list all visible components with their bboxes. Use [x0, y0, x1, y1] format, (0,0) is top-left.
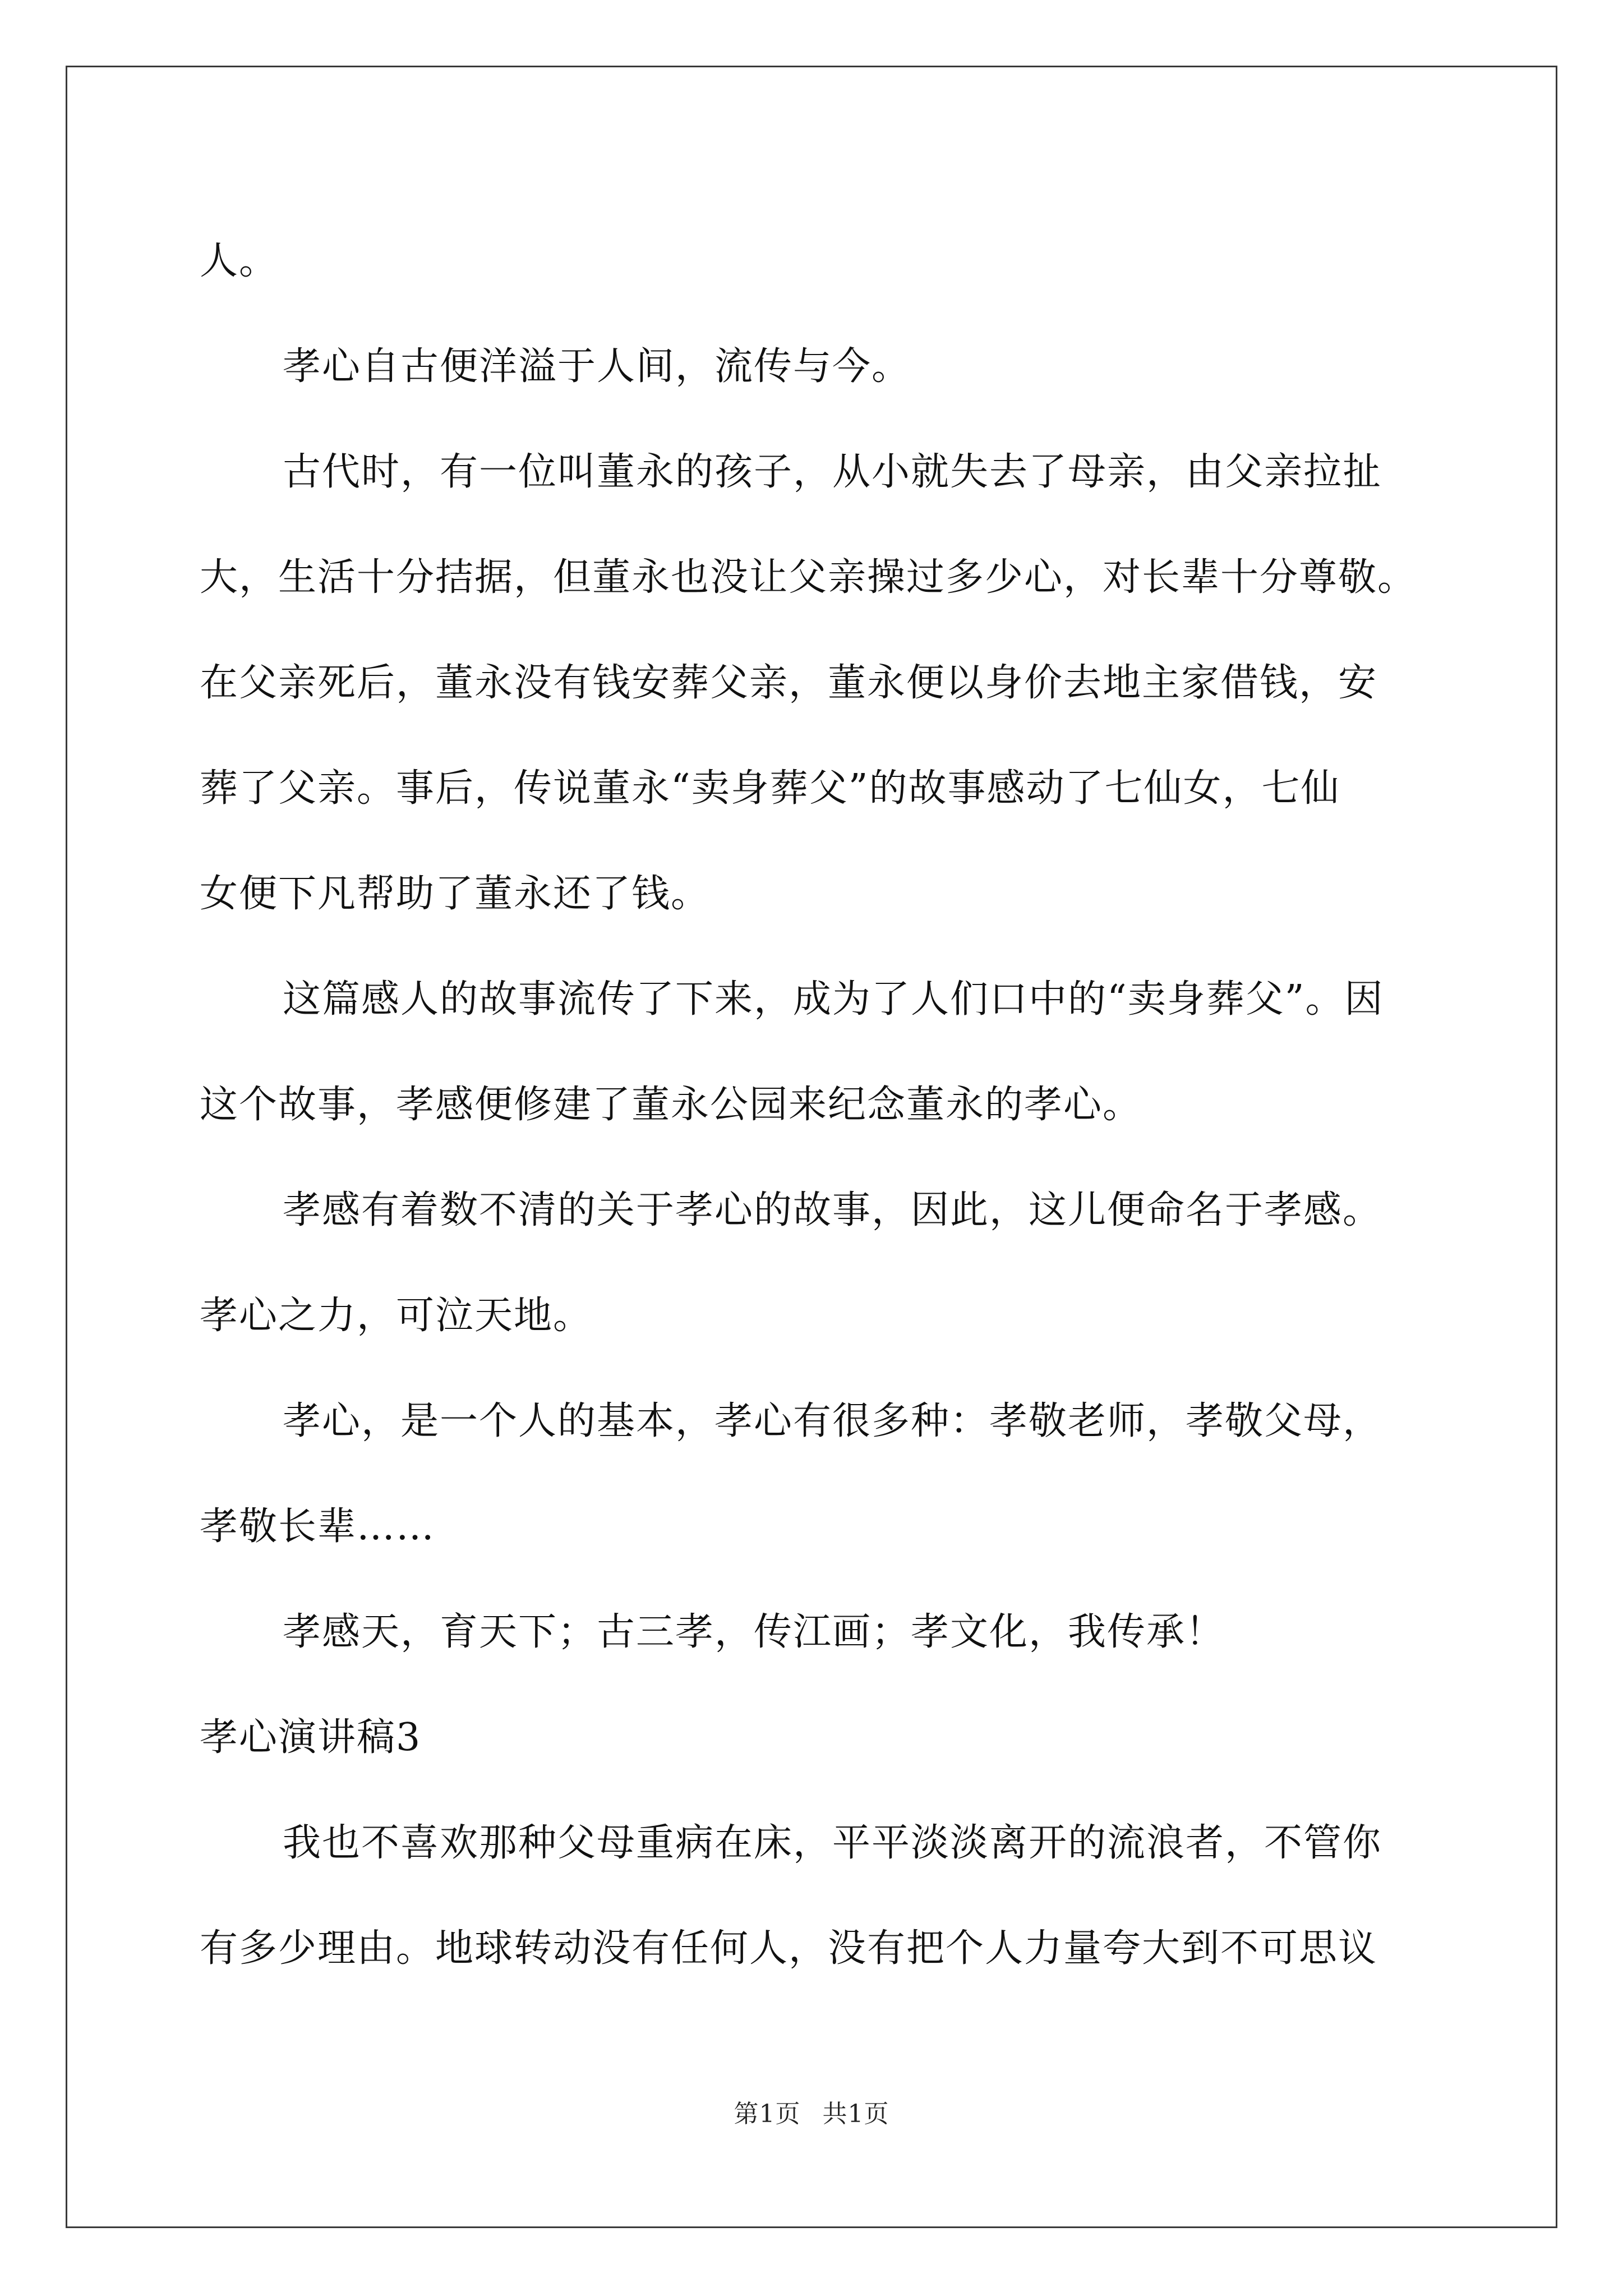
text-line: 这篇感人的故事流传了下来，成为了人们口中的“卖身葬父”。因 — [283, 977, 1384, 1022]
document-body — [200, 209, 1474, 2001]
text-line: 孝心自古便洋溢于人间，流传与今。 — [283, 344, 911, 389]
text-line: 有多少理由。地球转动没有任何人，没有把个人力量夸大到不可思议 — [200, 1926, 1378, 1971]
text-line: 这个故事，孝感便修建了董永公园来纪念董永的孝心。 — [200, 1083, 1142, 1127]
text-line: 古代时，有一位叫董永的孩子，从小就失去了母亲，由父亲拉扯 — [283, 450, 1382, 494]
text-line: 大，生活十分拮据，但董永也没让父亲操过多少心，对长辈十分尊敬。 — [200, 555, 1417, 600]
text-line: 孝感有着数不清的关于孝心的故事，因此，这儿便命名于孝感。 — [283, 1188, 1382, 1232]
text-line: 在父亲死后，董永没有钱安葬父亲，董永便以身价去地主家借钱，安 — [200, 661, 1378, 705]
text-line: 我也不喜欢那种父母重病在床，平平淡淡离开的流浪者，不管你 — [283, 1821, 1382, 1865]
page-footer — [0, 2093, 1623, 2129]
text-line: 女便下凡帮助了董永还了钱。 — [200, 872, 711, 916]
text-line: 孝敬长辈…… — [200, 1504, 436, 1549]
text-line: 孝感天，育天下；古三孝，传江画；孝文化，我传承！ — [283, 1610, 1225, 1654]
text-line: 孝心，是一个人的基本，孝心有很多种：孝敬老师，孝敬父母， — [283, 1399, 1382, 1443]
page-total: 共1页 — [822, 2100, 889, 2128]
text-line: 葬了父亲。事后，传说董永“卖身葬父”的故事感动了七仙女，七仙 — [200, 766, 1340, 811]
text-line: 人。 — [200, 239, 279, 283]
page-number: 第1页 — [734, 2100, 801, 2128]
section-heading: 孝心演讲稿3 — [200, 1715, 422, 1760]
text-line: 孝心之力，可泣天地。 — [200, 1294, 593, 1338]
